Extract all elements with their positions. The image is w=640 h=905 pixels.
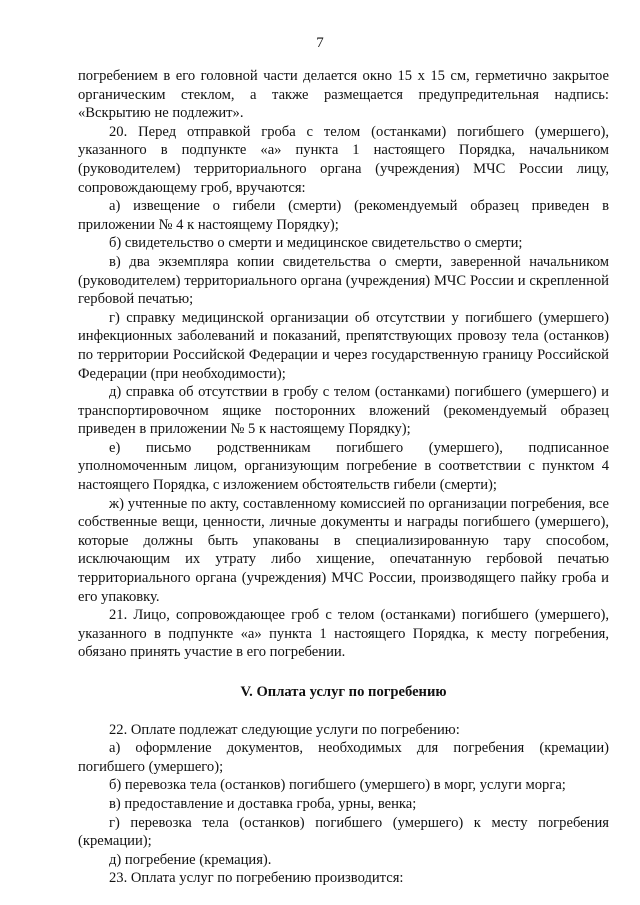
document-body (78, 67, 609, 888)
paragraph: а) извещение о гибели (смерти) (рекомендуемый образец приведен в приложении № 4 к настоящему Порядку); (78, 198, 609, 233)
paragraphs-before-heading (78, 67, 609, 662)
paragraph: д) погребение (кремация). (109, 851, 272, 868)
page-number: 7 (316, 35, 324, 51)
paragraph: б) перевозка тела (останков) погибшего (умершего) в морг, услуги морга; (109, 777, 566, 794)
paragraph: погребением в его головной части делается окно 15 х 15 см, герметично закрытое органическим стеклом, а также размещается предупредительная надпись: «Вскрытию не подлежит». (78, 68, 609, 122)
paragraph: б) свидетельство о смерти и медицинское свидетельство о смерти; (109, 235, 523, 252)
paragraph: ж) учтенные по акту, составленному комиссией по организации погребения, все собственные вещи, ценности, личные документы и награды погибшего (умершего), которые должны быть упакованы в специализированную тару способом, исключающим их утрату либо хищение, опечатанную гербовой печатью территориального органа (учреждения) МЧС России, производящего пайку гроба и его упаковку. (78, 495, 609, 605)
paragraph: е) письмо родственникам погибшего (умершего), подписанное уполномоченным лицом, организующим погребение в соответствии с пунктом 4 настоящего Порядка, с изложением обстоятельств гибели (смерти); (78, 439, 609, 494)
paragraphs-after-heading (78, 721, 609, 888)
paragraph: 22. Оплате подлежат следующие услуги по погребению: (109, 721, 460, 738)
section-heading: V. Оплата услуг по погребению (240, 684, 447, 700)
paragraph: г) справку медицинской организации об отсутствии у погибшего (умершего) инфекционных заболеваний и показаний, препятствующих провозу тела (останков) по территории Российской Федерации и через государственную границу Российской Федерации (при необходимости); (78, 309, 609, 382)
paragraph: г) перевозка тела (останков) погибшего (умершего) к месту погребения (кремации); (78, 814, 609, 850)
paragraph: 20. Перед отправкой гроба с телом (останками) погибшего (умершего), указанного в подпункте «а» пункта 1 настоящего Порядка, начальником (руководителем) территориального органа (учреждения) МЧС России лицу, сопровождающему гроб, вручаются: (78, 123, 609, 196)
paragraph: 21. Лицо, сопровождающее гроб с телом (останками) погибшего (умершего), указанного в подпункте «а» пункта 1 настоящего Порядка, к месту погребения, обязано принять участие в его погребении. (78, 607, 609, 661)
paragraph: в) два экземпляра копии свидетельства о смерти, заверенной начальником (руководителем) территориального органа (учреждения) МЧС России и скрепленной гербовой печатью; (78, 253, 609, 308)
paragraph: а) оформление документов, необходимых для погребения (кремации) погибшего (умершего); (78, 740, 609, 775)
paragraph: 23. Оплата услуг по погребению производится: (109, 870, 404, 887)
paragraph: д) справка об отсутствии в гробу с телом (останками) погибшего (умершего) и транспортировочном ящике посторонних вложений (рекомендуемый образец приведен в приложении № 5 к настоящему Порядку); (78, 384, 609, 438)
paragraph: в) предоставление и доставка гроба, урны, венка; (109, 795, 417, 812)
